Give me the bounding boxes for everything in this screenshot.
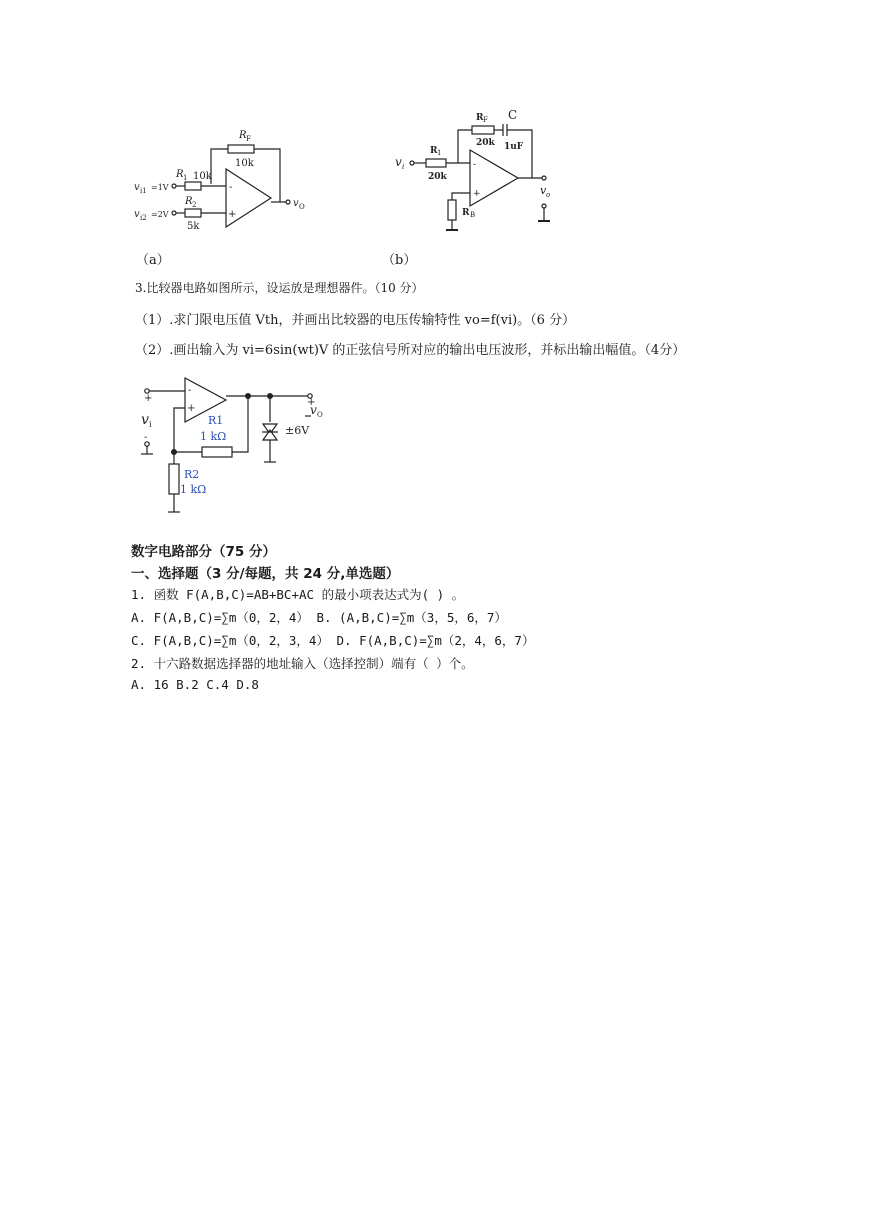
- q3-title: 3.比较器电路如图所示，设运放是理想器件。（10 分）: [135, 281, 424, 295]
- r2-value-a: 5k: [187, 221, 200, 232]
- zener-value-c: ±6V: [285, 424, 310, 437]
- minus-sign-b: -: [473, 160, 477, 170]
- vi1-sub-a: i1: [140, 187, 147, 195]
- rf-label-a: R: [239, 130, 247, 141]
- question-1-options-ab: A. F(A,B,C)=∑m（0，2，4） B. (A,B,C)=∑m（3，5，6，7）: [131, 610, 507, 625]
- r2-name-c: R2: [184, 468, 200, 481]
- r1-value-b: 20k: [428, 172, 447, 182]
- rb-resistor-b: [448, 200, 456, 220]
- r1-label-a: R: [176, 169, 184, 180]
- vi2-sub-a: i2: [140, 214, 147, 222]
- rf-sub-b: F: [483, 116, 488, 124]
- r1-label-b: R: [430, 146, 438, 156]
- plus-sign-a: +: [228, 209, 237, 220]
- digital-section-title: 数字电路部分（75 分）: [131, 544, 276, 560]
- vi2-label-a: v: [134, 209, 140, 220]
- r1-name-c: R1: [208, 414, 224, 427]
- vi1-label-a: v: [134, 182, 140, 193]
- caption-a: （a）: [136, 253, 170, 268]
- vo-sub-c: O: [317, 411, 323, 419]
- node-dot-1: [245, 393, 251, 399]
- vi-label-c: v: [141, 412, 149, 428]
- vo-sub-b: o: [546, 191, 551, 199]
- r2-resistor-a: [185, 209, 201, 217]
- caption-b: （b）: [382, 253, 417, 268]
- circuit-b-diagram: [390, 108, 570, 238]
- rb-label-b: R: [462, 208, 470, 218]
- r1-resistor-a: [185, 182, 201, 190]
- r1-value-a: 10k: [193, 171, 212, 182]
- question-2: 2. 十六路数据选择器的地址输入（选择控制）端有（ ）个。: [131, 656, 474, 671]
- question-2-options: A. 16 B.2 C.4 D.8: [131, 677, 259, 692]
- r2-value-c: 1 kΩ: [180, 483, 207, 496]
- r2-sub-a: 2: [192, 201, 197, 209]
- question-1-options-cd: C. F(A,B,C)=∑m（0，2，3，4） D. F(A,B,C)=∑m（2，4，6，7）: [131, 633, 535, 648]
- minus-sign-c: -: [188, 385, 192, 396]
- comparator-circuit-diagram: [130, 372, 340, 520]
- vo-plus-sign-c: +: [307, 397, 316, 408]
- q3-part1: （1）.求门限电压值 Vth，并画出比较器的电压传输特性 vo=f(vi)。（6 分）: [135, 313, 576, 328]
- r2-resistor-c: [169, 464, 179, 494]
- vi1-value-a: =1V: [151, 183, 169, 192]
- plus-sign-b: +: [473, 189, 481, 199]
- r1-sub-b: 1: [437, 149, 442, 157]
- rf-value-b: 20k: [476, 138, 495, 148]
- vo-sub-a: O: [299, 203, 305, 211]
- rf-value-a: 10k: [235, 158, 254, 169]
- rf-resistor-a: [228, 145, 254, 153]
- r1-sub-a: 1: [183, 174, 188, 182]
- rb-sub-b: B: [470, 211, 476, 219]
- r1-resistor-b: [426, 159, 446, 167]
- node-dot-3: [171, 449, 177, 455]
- vo-label-c: v: [310, 403, 317, 417]
- r2-label-a: R: [185, 196, 193, 207]
- rf-resistor-b: [472, 126, 494, 134]
- vi-label-b: v: [395, 155, 402, 169]
- vi-minus-sign-c: -: [144, 432, 148, 443]
- choice-part-title: 一、选择题（3 分/每题，共 24 分,单选题）: [131, 566, 400, 582]
- vo-label-b: v: [540, 184, 547, 197]
- vi-sub-c: i: [149, 420, 152, 429]
- c-label-b: C: [508, 108, 518, 122]
- vo-label-a: v: [293, 198, 299, 209]
- minus-sign-a: -: [229, 182, 233, 193]
- question-1: 1. 函数 F(A,B,C)=AB+BC+AC 的最小项表达式为( ) 。: [131, 587, 465, 602]
- node-dot-2: [267, 393, 273, 399]
- rf-label-b: R: [476, 113, 484, 123]
- plus-sign-c: +: [187, 403, 196, 414]
- vi-sub-b: i: [402, 163, 405, 171]
- rf-sub-a: F: [246, 135, 251, 143]
- c-value-b: 1uF: [504, 142, 524, 152]
- q3-part2: （2）.画出输入为 vi=6sin(wt)V 的正弦信号所对应的输出电压波形，并标出输出幅值。（4分）: [135, 343, 686, 358]
- vi-plus-sign-c: +: [144, 393, 153, 404]
- circuit-a-diagram: [128, 122, 328, 234]
- r1-value-c: 1 kΩ: [200, 430, 227, 443]
- r1-resistor-c: [202, 447, 232, 457]
- vi2-value-a: =2V: [151, 210, 169, 219]
